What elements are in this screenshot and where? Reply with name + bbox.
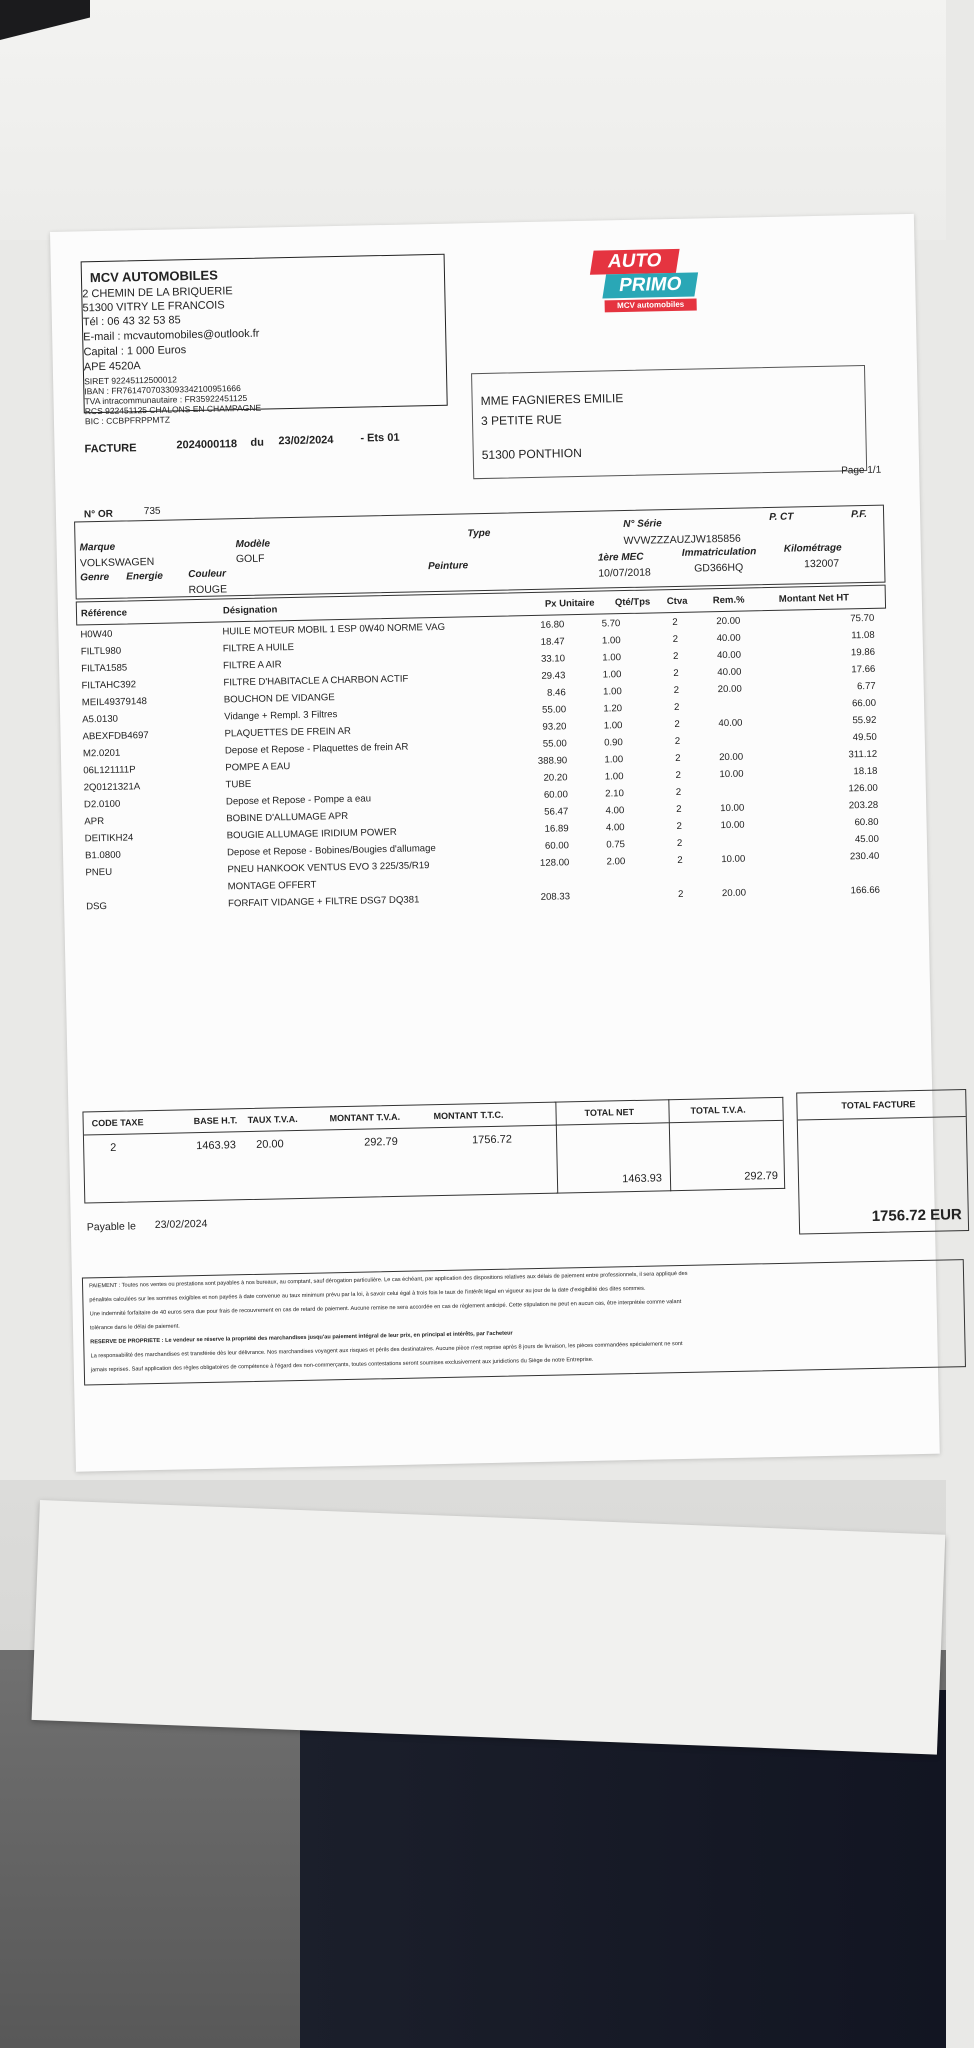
company-tel: Tél : 06 43 32 53 85	[82, 314, 181, 329]
vehicle-pf-label: P.F.	[850, 508, 868, 521]
item-des: PLAQUETTES DE FREIN AR	[224, 725, 351, 740]
vehicle-type-label: Type	[467, 527, 491, 540]
item-qte: 4.00	[605, 805, 625, 817]
vehicle-genre-label: Genre	[80, 571, 110, 584]
item-qte: 1.00	[603, 720, 623, 732]
vehicle-serie-label: N° Série	[623, 518, 662, 531]
legal-conditions-box	[82, 1259, 966, 1385]
page-number: Page 1/1	[841, 464, 882, 477]
item-montant: 66.00	[851, 697, 877, 710]
item-des: FILTRE A AIR	[223, 659, 282, 672]
client-box	[471, 365, 867, 479]
item-des: TUBE	[225, 778, 252, 791]
header-px-unitaire: Px Unitaire	[544, 597, 595, 610]
item-ctva: 2	[674, 735, 681, 748]
item-des: Depose et Repose - Pompe a eau	[225, 793, 372, 808]
item-ref: 06L121111P	[83, 764, 136, 777]
legal-line: pénalités calculées sur les sommes exigibles et non payées à date convenue au taux minimum prévu par la loi, à savoir celui égal à trois fois le taux de l'intérêt légal en vigueur au jour de la date d'exigibilité des dites sommes.	[89, 1285, 646, 1304]
company-name: MCV AUTOMOBILES	[89, 267, 218, 286]
vehicle-mec: 10/07/2018	[598, 566, 651, 580]
item-rem: 20.00	[719, 751, 744, 764]
item-rem: 40.00	[717, 666, 742, 679]
item-ctva: 2	[677, 854, 683, 866]
company-tva: TVA intracommunautaire : FR35922451125	[84, 392, 248, 407]
header-code-taxe: CODE TAXE	[91, 1117, 144, 1129]
item-pu: 16.80	[540, 619, 565, 631]
item-montant: 60.80	[854, 816, 879, 829]
item-ctva: 2	[676, 820, 683, 833]
tax-amount: 292.79	[364, 1135, 398, 1149]
item-ctva: 2	[673, 701, 680, 714]
item-des: Vidange + Rempl. 3 Filtres	[224, 709, 338, 723]
item-montant: 126.00	[848, 782, 878, 795]
total-tva-box	[668, 1097, 785, 1191]
tax-base: 1463.93	[196, 1139, 237, 1153]
header-taux-tva: TAUX T.V.A.	[247, 1114, 298, 1126]
item-ctva: 2	[672, 616, 678, 629]
item-des: FILTRE A HUILE	[222, 641, 295, 655]
item-montant: 230.40	[849, 850, 880, 863]
item-ref: ABEXFDB4697	[82, 730, 149, 743]
company-iban: IBAN : FR7614707033093342100951666	[84, 383, 241, 397]
item-montant: 17.66	[851, 663, 876, 676]
item-rem: 20.00	[717, 683, 742, 696]
invoice-number: 2024000118	[176, 438, 238, 452]
tax-summary-box	[82, 1102, 558, 1204]
item-montant: 18.18	[853, 765, 878, 778]
item-ref: M2.0201	[82, 747, 121, 760]
item-rem: 10.00	[720, 819, 745, 832]
divider	[669, 1120, 783, 1123]
total-facture-box	[796, 1089, 969, 1235]
company-ape: APE 4520A	[83, 360, 141, 374]
item-des: BOBINE D'ALLUMAGE APR	[226, 810, 349, 825]
item-pu: 20.20	[543, 772, 568, 784]
item-des: FORFAIT VIDANGE + FILTRE DSG7 DQ381	[227, 894, 420, 910]
item-pu: 93.20	[542, 721, 567, 733]
item-pu: 55.00	[541, 704, 567, 716]
item-ctva: 2	[673, 667, 679, 680]
item-pu: 16.89	[544, 823, 569, 835]
item-ref: MEIL49379148	[81, 696, 148, 709]
tax-rate: 20.00	[256, 1138, 284, 1151]
vehicle-km-label: Kilométrage	[783, 542, 842, 555]
item-ctva: 2	[675, 769, 681, 782]
vehicle-km: 132007	[803, 557, 840, 571]
header-ctva: Ctva	[666, 595, 688, 608]
company-siret: SIRET 92245112500012	[84, 374, 178, 387]
item-montant: 6.77	[856, 680, 876, 693]
item-ctva: 2	[676, 837, 683, 850]
item-ctva: 2	[676, 803, 682, 816]
item-rem: 40.00	[716, 632, 741, 645]
item-pu: 388.90	[537, 755, 568, 767]
vehicle-marque: VOLKSWAGEN	[79, 555, 155, 570]
vehicle-serie: WVWZZZAUZJW185856	[623, 532, 741, 548]
item-pu: 55.00	[542, 738, 567, 750]
legal-line: PAIEMENT : Toutes nos ventes ou prestations sont payables à nos bureaux, au comptant, sauf dérogation particulière. Le cas échéant, par application des dispositions relatives aux délais de paiement entre professionnels, il sera appliqué des	[89, 1270, 688, 1290]
company-capital: Capital : 1 000 Euros	[83, 344, 187, 359]
item-ref: DEITIKH24	[84, 832, 134, 845]
item-montant: 75.70	[850, 612, 875, 625]
item-qte: 5.70	[601, 618, 621, 630]
item-des: FILTRE D'HABITACLE A CHARBON ACTIF	[223, 673, 409, 689]
item-qte: 1.00	[601, 635, 621, 647]
legal-line: La responsabilité des marchandises est transférée dès leur délivrance. Nos marchandises voyagent aux risques et périls des destinataires. Aucune pièce n'est reprise après 8 jours de livraison, les pièces commandées spécialement ne sont	[90, 1340, 683, 1360]
item-qte: 1.00	[602, 652, 622, 664]
header-reference: Référence	[80, 607, 128, 620]
payable-label: Payable le	[86, 1220, 137, 1234]
item-ctva: 2	[674, 718, 680, 731]
vehicle-peinture-label: Peinture	[427, 560, 469, 573]
total-net-box	[554, 1099, 671, 1193]
header-total-facture: TOTAL FACTURE	[841, 1099, 916, 1111]
auto-primo-logo	[586, 248, 699, 320]
header-designation: Désignation	[222, 604, 278, 617]
item-des: Depose et Repose - Plaquettes de frein AR	[224, 741, 409, 757]
item-pu: 33.10	[540, 653, 566, 665]
logo-auto: AUTO	[590, 249, 680, 275]
company-box	[81, 254, 448, 427]
company-bic: BIC : CCBPFRPPMTZ	[84, 414, 171, 427]
item-rem: 40.00	[716, 649, 742, 662]
item-qte: 2.00	[606, 856, 626, 868]
client-name: MME FAGNIERES EMILIE	[480, 391, 624, 409]
item-ref: 2Q0121321A	[83, 781, 141, 794]
item-rem: 20.00	[716, 615, 741, 628]
legal-line: Une indemnité forfaitaire de 40 euros sera due pour frais de recouvrement en cas de retard de paiement. Aucune remise ne sera accordée en cas de règlement anticipé. Cette stipulation ne peut en aucun cas, être interprétée comme valant	[89, 1299, 682, 1318]
invoice-date: 23/02/2024	[278, 434, 334, 448]
item-pu: 8.46	[546, 687, 566, 699]
item-montant: 311.12	[848, 748, 878, 761]
invoice-du: du	[250, 436, 265, 449]
item-des: BOUCHON DE VIDANGE	[223, 692, 335, 706]
vehicle-modele: GOLF	[235, 552, 265, 566]
or-label: N° OR	[83, 508, 114, 521]
tax-ttc: 1756.72	[471, 1133, 512, 1147]
header-total-tva: TOTAL T.V.A.	[690, 1104, 746, 1116]
total-facture-value: 1756.72 EUR	[871, 1206, 962, 1226]
item-qte: 1.00	[604, 754, 624, 766]
vehicle-couleur-label: Couleur	[188, 568, 227, 581]
company-rcs: RCS 922451125 CHALONS EN CHAMPAGNE	[84, 402, 262, 417]
item-pu: 128.00	[539, 857, 570, 869]
item-ctva: 2	[673, 684, 680, 697]
vehicle-couleur: ROUGE	[188, 583, 228, 597]
total-net-value: 1463.93	[622, 1172, 663, 1186]
item-ref: B1.0800	[84, 849, 121, 862]
legal-line: jamais reprises. Sauf application des règles obligatoires de compétence à l'égard des non-commerçants, toutes contestations seront soumises exclusivement aux juridictions du Siège de notre Entreprise.	[90, 1356, 594, 1374]
invoice-ets: - Ets 01	[360, 431, 400, 445]
item-ctva: 2	[672, 650, 679, 663]
item-des: POMPE A EAU	[225, 761, 291, 774]
tax-code: 2	[110, 1141, 117, 1154]
vehicle-box	[74, 505, 885, 600]
company-address1: 2 CHEMIN DE LA BRIQUERIE	[82, 285, 233, 301]
vehicle-immat-label: Immatriculation	[681, 546, 757, 559]
legal-line: tolérance dans le délai de paiement.	[89, 1323, 180, 1332]
item-rem: 40.00	[718, 717, 743, 730]
divider	[798, 1116, 966, 1121]
item-ref: D2.0100	[83, 798, 121, 811]
company-email: E-mail : mcvautomobiles@outlook.fr	[83, 327, 260, 344]
item-montant: 45.00	[854, 833, 880, 846]
item-montant: 19.86	[850, 646, 876, 659]
item-ctva: 2	[675, 786, 682, 799]
item-montant: 55.92	[852, 714, 877, 727]
item-qte: 1.00	[602, 686, 622, 698]
header-base-ht: BASE H.T.	[193, 1115, 238, 1127]
total-tva-value: 292.79	[744, 1169, 779, 1183]
legal-line: RESERVE DE PROPRIETE : Le vendeur se réserve la propriété des marchandises jusqu'au paiement intégral de leur prix, en principal et intérêts, par l'acheteur	[90, 1330, 513, 1346]
invoice-label: FACTURE	[84, 442, 137, 456]
logo-mcv: MCV automobiles	[605, 298, 697, 312]
header-qte: Qté/Tps	[614, 596, 651, 609]
item-montant: 203.28	[848, 799, 879, 812]
item-rem: 10.00	[719, 768, 744, 781]
item-ctva: 2	[677, 888, 684, 900]
item-ctva: 2	[675, 752, 681, 765]
item-rem: 10.00	[720, 802, 745, 815]
invoice-page	[50, 214, 962, 1472]
background-top	[0, 0, 946, 240]
header-montant-tva: MONTANT T.V.A.	[329, 1111, 401, 1124]
client-street: 3 PETITE RUE	[480, 412, 562, 429]
or-value: 735	[143, 505, 161, 518]
item-pu: 29.43	[541, 670, 566, 682]
divider	[555, 1122, 669, 1125]
item-rem: 10.00	[721, 853, 746, 866]
header-rem: Rem.%	[712, 594, 745, 607]
item-ref: H0W40	[80, 628, 113, 641]
item-montant: 49.50	[852, 731, 877, 744]
logo-primo: PRIMO	[602, 272, 698, 298]
vehicle-pct-label: P. CT	[769, 511, 794, 524]
item-qte: 1.00	[602, 669, 622, 681]
item-qte: 0.75	[606, 839, 626, 851]
item-rem: 20.00	[721, 887, 747, 900]
item-des: Depose et Repose - Bobines/Bougies d'allumage	[226, 843, 436, 859]
item-pu: 60.00	[544, 840, 570, 852]
item-pu: 208.33	[540, 891, 571, 903]
header-total-net: TOTAL NET	[584, 1106, 635, 1118]
item-montant: 11.08	[851, 629, 875, 642]
item-des: PNEU HANKOOK VENTUS EVO 3 225/35/R19	[227, 860, 430, 876]
item-qte: 0.90	[604, 737, 623, 749]
item-ref: A5.0130	[82, 713, 119, 726]
header-montant-ttc: MONTANT T.T.C.	[433, 1109, 504, 1122]
item-ref: PNEU	[85, 866, 113, 879]
background-card	[32, 1500, 946, 1755]
item-pu: 18.47	[540, 636, 565, 648]
item-ref: FILTL980	[80, 645, 122, 658]
item-qte: 1.00	[604, 771, 624, 783]
item-pu: 56.47	[544, 806, 569, 818]
vehicle-immat: GD366HQ	[694, 561, 744, 575]
vehicle-energie-label: Energie	[126, 570, 164, 583]
item-ref: FILTA1585	[81, 662, 128, 675]
item-montant: 166.66	[850, 884, 881, 897]
item-des: MONTAGE OFFERT	[227, 879, 317, 893]
client-city: 51300 PONTHION	[481, 445, 582, 463]
item-ref: DSG	[86, 900, 108, 913]
item-qte: 1.20	[603, 703, 623, 715]
item-ref: FILTAHC392	[81, 679, 137, 692]
item-ref: APR	[84, 815, 105, 828]
item-qte: 4.00	[605, 822, 625, 834]
item-des: HUILE MOTEUR MOBIL 1 ESP 0W40 NORME VAG	[222, 621, 446, 638]
vehicle-mec-label: 1ère MEC	[597, 551, 644, 564]
item-des: BOUGIE ALLUMAGE IRIDIUM POWER	[226, 826, 397, 842]
company-address2: 51300 VITRY LE FRANCOIS	[82, 299, 225, 315]
item-pu: 60.00	[543, 789, 569, 801]
header-montant: Montant Net HT	[778, 592, 850, 605]
item-ctva: 2	[672, 633, 679, 646]
vehicle-modele-label: Modèle	[235, 538, 271, 551]
item-qte: 2.10	[605, 788, 625, 800]
vehicle-marque-label: Marque	[79, 541, 116, 554]
payable-date: 23/02/2024	[154, 1217, 208, 1232]
